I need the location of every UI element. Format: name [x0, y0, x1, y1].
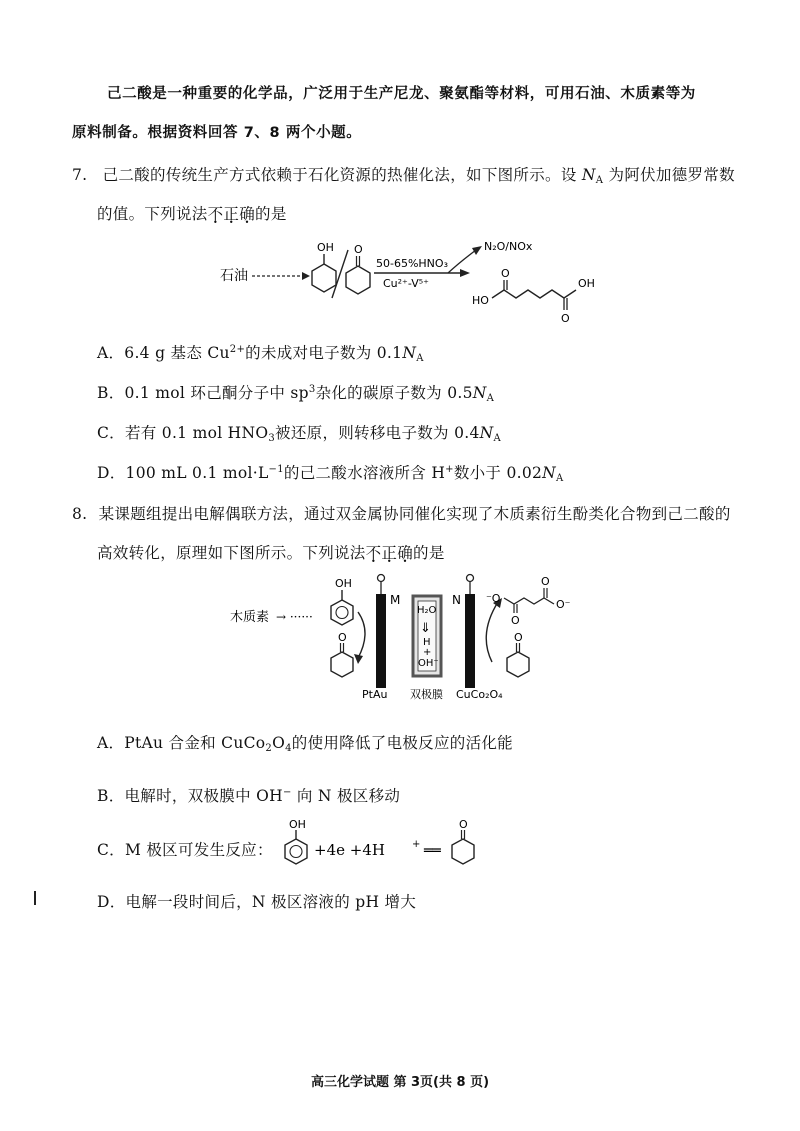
q8-electrolysis-diagram: [230, 572, 590, 702]
page-footer: 高三化学试题 第 3页(共 8 页): [310, 1075, 490, 1090]
q7-option-a-text: 6.4 g 基态 Cu: [124, 344, 230, 362]
eq-cyclohexanone-ring: [452, 839, 474, 864]
m-electrode-label: M: [390, 593, 401, 607]
q8-emphasis-2: 正: [381, 544, 398, 562]
q7-option-d-post: 数小于 0.02: [453, 464, 543, 482]
eq-equals: ══: [424, 843, 441, 859]
q8-option-d-label: D．: [97, 893, 126, 911]
n-electrode-label: N: [452, 593, 461, 607]
q7-option-c-text: 若有 0.1 mol HNO: [124, 424, 269, 442]
adipic-right-o: O: [561, 312, 570, 324]
n-electrode: [465, 594, 475, 688]
adipate-left-carbonyl-o: O: [511, 614, 520, 627]
q7-stem-text: 己二酸的传统生产方式依赖于石化资源的热催化法，如下图所示。设: [102, 166, 577, 184]
q7-option-d-n: N: [542, 464, 557, 482]
adipic-left-o: O: [501, 267, 510, 280]
adipate-right-o: O⁻: [556, 598, 571, 611]
q8-option-a-mid: O: [272, 734, 286, 752]
q7-option-a-post: 的未成对电子数为 0.1: [245, 344, 403, 362]
margin-mark: [34, 891, 36, 905]
q7-option-c-label: C．: [97, 424, 125, 442]
n-electrode-terminal: [467, 575, 474, 582]
q7-option-d-text: 100 mL 0.1 mol·L: [125, 464, 269, 482]
right-cyclohexanone-o: O: [514, 631, 523, 644]
q8-option-a-text: PtAu 合金和 CuCo: [124, 734, 266, 752]
q7-option-b-text: 0.1 mol 环己酮分子中 sp: [124, 384, 309, 402]
q7-option-d-mid: 的己二酸水溶液所含 H: [283, 464, 446, 482]
q8-option-a: [97, 731, 513, 754]
adipate-right-carbonyl-o: O: [541, 575, 550, 588]
q7-option-b-n: N: [472, 384, 487, 402]
q8-dotted-arrow: → ······: [276, 610, 313, 624]
q7-reaction-scheme: [220, 232, 620, 324]
q8-emphasis-1: 不: [365, 544, 382, 562]
q7-byproduct-arrow: [448, 250, 476, 273]
phenol-aromatic-circle: [336, 607, 348, 619]
adipic-left-ho: HO: [472, 294, 489, 307]
membrane-h2o: H₂O: [417, 605, 437, 616]
q7-option-a-sub: A: [416, 353, 424, 364]
q7-option-d-sup: −1: [268, 464, 284, 475]
q7-emphasis-3: 确: [239, 205, 256, 223]
eq-h-plus-sup: +: [412, 839, 421, 850]
q7-number: 7.: [72, 166, 88, 184]
eq-cyclohexanone-o: O: [459, 818, 468, 831]
eq-phenol-aromatic-circle: [290, 846, 302, 858]
q8-option-a-post: 的使用降低了电极反应的活化能: [291, 734, 513, 752]
q8-stem-line2-post: 的是: [413, 544, 445, 562]
m-electrode-curved-arrow: [358, 612, 365, 658]
cyclohexanone-o: O: [354, 243, 363, 256]
q7-stem-line-1: [72, 163, 735, 186]
n-electrode-curved-arrow: [486, 602, 498, 662]
eq-phenol-oh: OH: [289, 818, 306, 831]
q7-option-a-sup: 2+: [229, 344, 246, 355]
q7-option-b-label: B．: [97, 384, 125, 402]
q8-option-c-text: M 极区可发生反应：: [124, 841, 273, 859]
q7-source-label: 石油: [220, 268, 248, 284]
adipate-chain: [504, 598, 554, 604]
q7-na-sub: A: [595, 175, 604, 186]
intro-line-1: 己二酸是一种重要的化学品，广泛用于生产尼龙、聚氨酯等材料，可用石油、木质素等为: [107, 86, 696, 102]
q8-stem-line-2: [97, 541, 445, 563]
label-ptau: PtAu: [362, 688, 388, 701]
q8-option-c-equation: [280, 817, 480, 869]
phenol-ring: [331, 600, 353, 625]
q7-stem-line2-pre: 的值。下列说法: [97, 205, 208, 223]
q7-option-b-sub: A: [486, 393, 495, 404]
cyclohexanol-ring: [312, 264, 336, 292]
q7-option-c: [97, 421, 501, 444]
eq-phenol-ring: [285, 839, 307, 864]
membrane-plus: +: [423, 647, 432, 658]
q8-option-b-label: B．: [97, 787, 125, 805]
adipic-right-oh: OH: [578, 277, 595, 290]
label-bipolar-membrane: 双极膜: [410, 688, 443, 701]
q8-stem-line-1: [72, 502, 731, 524]
q7-stem-line-2: [97, 202, 287, 224]
q8-number: 8.: [72, 505, 88, 523]
q8-option-b-text: 电解时，双极膜中 OH: [124, 787, 283, 805]
q8-stem-text: 某课题组提出电解偶联方法，通过双金属协同催化实现了木质素衍生酚类化合物到己二酸的: [98, 505, 731, 523]
q8-option-b: [97, 784, 400, 806]
m-electrode-terminal: [378, 575, 385, 582]
intro-line-2: 原料制备。根据资料回答 7、8 两个小题。: [72, 125, 362, 141]
q7-stem-text-2: 为阿伏加德罗常数: [608, 166, 735, 184]
q7-option-d-sub: A: [556, 473, 564, 484]
q8-option-c: [97, 838, 273, 860]
q7-stem-line2-post: 的是: [255, 205, 287, 223]
cyclohexanone-ring: [346, 266, 370, 294]
q7-byproduct-arrowhead: [472, 246, 482, 255]
q7-option-b-sup: 3: [308, 384, 316, 395]
q7-emphasis-1: 不: [207, 205, 224, 223]
q8-option-c-label: C．: [97, 841, 125, 859]
q7-dashed-arrowhead: [302, 272, 310, 280]
q7-option-b-post: 杂化的碳原子数为 0.5: [315, 384, 473, 402]
q7-option-c-n: N: [479, 424, 494, 442]
q8-option-a-sub1: 2: [265, 743, 273, 754]
phenol-oh: OH: [335, 577, 352, 590]
q7-option-a-n: N: [402, 344, 417, 362]
q7-reagent-top: 50-65%HNO₃: [376, 257, 448, 270]
q7-option-a: [97, 341, 424, 364]
q7-option-b: [97, 381, 494, 404]
q8-stem-line2-pre: 高效转化，原理如下图所示。下列说法: [97, 544, 366, 562]
adipate-left-o: ⁻O: [486, 592, 501, 605]
q8-emphasis-3: 确: [397, 544, 414, 562]
q7-na: N: [581, 166, 596, 184]
q7-option-d: [97, 461, 564, 484]
m-electrode: [376, 594, 386, 688]
q7-option-c-sub: A: [493, 433, 502, 444]
q8-lignin-label: 木质素: [230, 610, 270, 625]
q8-option-a-label: A．: [97, 734, 125, 752]
q7-main-arrowhead: [460, 269, 470, 277]
q8-option-d-text: 电解一段时间后，N 极区溶液的 pH 增大: [125, 893, 417, 911]
eq-middle-terms: +4e +4H: [314, 841, 385, 859]
q7-reagent-bottom: Cu²⁺-V⁵⁺: [383, 277, 429, 290]
label-cuco2o4: CuCo₂O₄: [456, 688, 503, 701]
right-cyclohexanone-ring: [507, 652, 529, 677]
q8-option-d: [97, 890, 416, 912]
q7-option-d-sup2: +: [445, 464, 454, 475]
q7-byproduct: N₂O/NOx: [484, 240, 533, 253]
left-cyclohexanone-ring: [331, 652, 353, 677]
q7-option-c-sub1: 3: [268, 433, 276, 444]
membrane-arrow: ⇓: [420, 621, 431, 636]
membrane-h: H: [423, 637, 431, 648]
q7-emphasis-2: 正: [223, 205, 240, 223]
q8-option-b-sup: −: [282, 787, 292, 798]
membrane-oh: OH⁻: [418, 658, 439, 669]
adipic-acid-chain: [492, 290, 576, 298]
m-electrode-arrowhead: [354, 654, 363, 664]
left-cyclohexanone-o: O: [338, 631, 347, 644]
q8-option-a-sub2: 4: [285, 743, 292, 754]
cyclohexanol-oh: OH: [317, 241, 334, 254]
q7-option-c-post: 被还原，则转移电子数为 0.4: [275, 424, 480, 442]
q7-option-d-label: D．: [97, 464, 126, 482]
q7-option-a-label: A．: [97, 344, 125, 362]
q8-option-b-post: 向 N 极区移动: [291, 787, 401, 805]
